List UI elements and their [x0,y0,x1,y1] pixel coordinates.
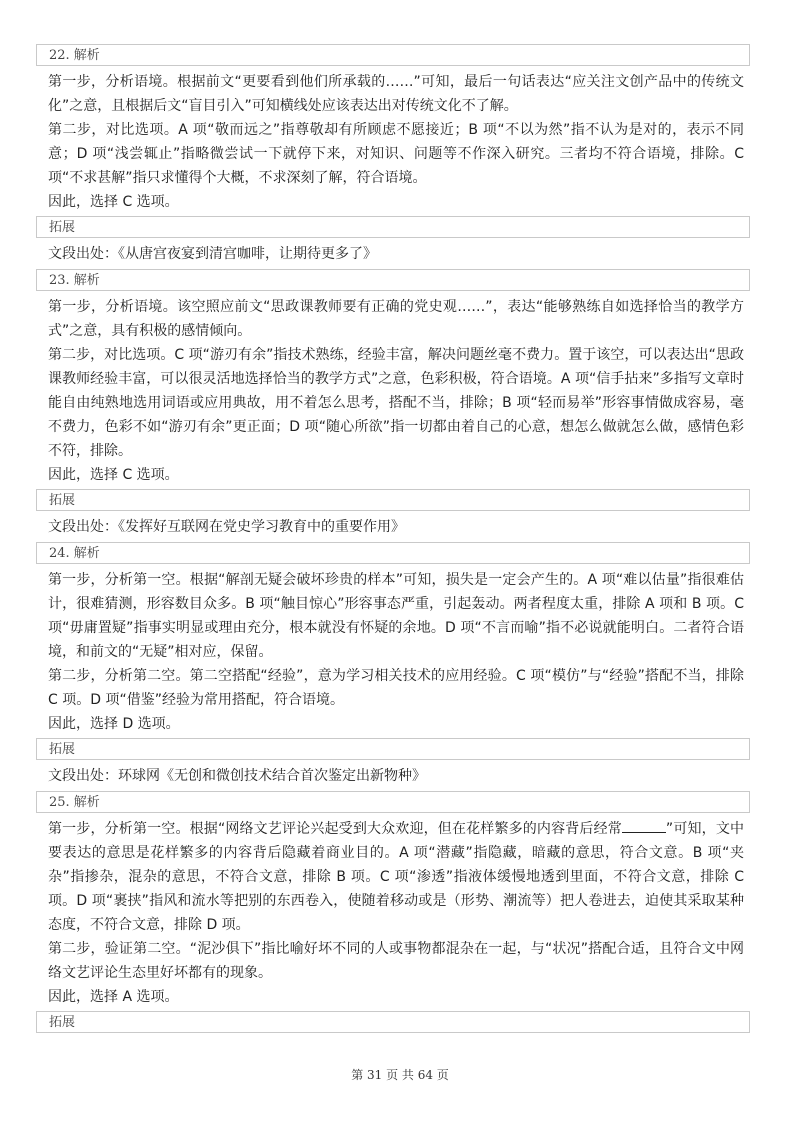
q25-step1-after: ”可知，文中要表达的意思是花样繁多的内容背后隐藏着商业目的。A 项“潜藏”指隐藏，暗藏的意思，符合文意。B 项“夹杂”指掺杂，混杂的意思，不符合文意，排除 B 项。C 项“渗透”指液体缓慢地透到里面，不符合文意，排除 C 项。D 项“裹挟”指风和流水等把别的东西卷入，使随着移动或是（形势、潮流等）把人卷进去，迫使其采取某种态度，不符合文意，排除 D 项。 [48,821,744,933]
q24-step1: 第一步，分析第一空。根据“解剖无疑会破坏珍贵的样本”可知，损失是一定会产生的。A 项“难以估量”指很难估计，很难猜测，形容数目众多。B 项“触目惊心”形容事态严重，引起轰动。两者程度太重，排除 A 项和 B 项。C 项“毋庸置疑”指事实明显或理由充分，根本就没有怀疑的余地。D 项“不言而喻”指不必说就能明白。二者符合语境，和前文的“无疑”相对应，保留。 [48,572,744,660]
q22-step1: 第一步，分析语境。根据前文“更要看到他们所承载的……”可知，最后一句话表达“应关注文创产品中的传统文化”之意，且根据后文“盲目引入”可知横线处应该表达出对传统文化不了解。 [48,74,744,114]
q23-extension-header: 拓展 [36,489,750,511]
q25-conclusion: 因此，选择 A 选项。 [48,989,179,1005]
q24-source: 文段出处：环球网《无创和微创技术结合首次鉴定出新物种》 [48,768,426,784]
q22-conclusion: 因此，选择 C 选项。 [48,194,179,210]
page-footer: 第 31 页 共 64 页 [351,1068,449,1082]
q23-source: 文段出处：《发挥好互联网在党史学习教育中的重要作用》 [48,519,405,535]
q23-conclusion: 因此，选择 C 选项。 [48,467,179,483]
q24-extension-header: 拓展 [36,738,750,760]
q25-step2: 第二步，验证第二空。“泥沙俱下”指比喻好坏不同的人或事物都混杂在一起，与“状况”搭配合适，且符合文中网络文艺评论生态里好坏都有的现象。 [48,941,744,981]
q25-header: 25. 解析 [36,791,750,813]
document-page [36,44,750,1037]
q23-step2: 第二步，对比选项。C 项“游刃有余”指技术熟练，经验丰富，解决问题丝毫不费力。置于该空，可以表达出“思政课教师经验丰富，可以很灵活地选择恰当的教学方式”之意，色彩积极，符合语境。A 项“信手拈来”多指写文章时能自由纯熟地选用词语或应用典故，用不着怎么思考，搭配不当，排除；B 项“轻而易举”形容事情做成容易，毫不费力，色彩不如“游刃有余”更正面；D 项“随心所欲”指一切都由着自己的心意，想怎么做就怎么做，感情色彩不符，排除。 [48,347,744,459]
q25-step1-before: 第一步，分析第一空。根据“网络文艺评论兴起受到大众欢迎，但在花样繁多的内容背后经常 [48,821,622,837]
q24-conclusion: 因此，选择 D 选项。 [48,716,180,732]
q22-extension-header: 拓展 [36,216,750,238]
answer-blank [622,818,666,833]
q25-step1 [36,817,750,937]
q23-step1: 第一步，分析语境。该空照应前文“思政课教师要有正确的党史观……”，表达“能够熟练自如选择恰当的教学方式”之意，具有积极的感情倾向。 [48,299,744,339]
q24-step2: 第二步，分析第二空。第二空搭配“经验”，意为学习相关技术的应用经验。C 项“模仿”与“经验”搭配不当，排除 C 项。D 项“借鉴”经验为常用搭配，符合语境。 [48,668,744,708]
q24-header: 24. 解析 [36,542,750,564]
q23-header: 23. 解析 [36,269,750,291]
q22-source: 文段出处：《从唐宫夜宴到清宫咖啡，让期待更多了》 [48,246,377,262]
q22-header: 22. 解析 [36,44,750,66]
q22-step2: 第二步，对比选项。A 项“敬而远之”指尊敬却有所顾虑不愿接近；B 项“不以为然”指不认为是对的，表示不同意；D 项“浅尝辄止”指略微尝试一下就停下来，对知识、问题等不作深入研究。三者均不符合语境，排除。C 项“不求甚解”指只求懂得个大概，不求深刻了解，符合语境。 [48,122,744,186]
q25-extension-header: 拓展 [36,1011,750,1033]
